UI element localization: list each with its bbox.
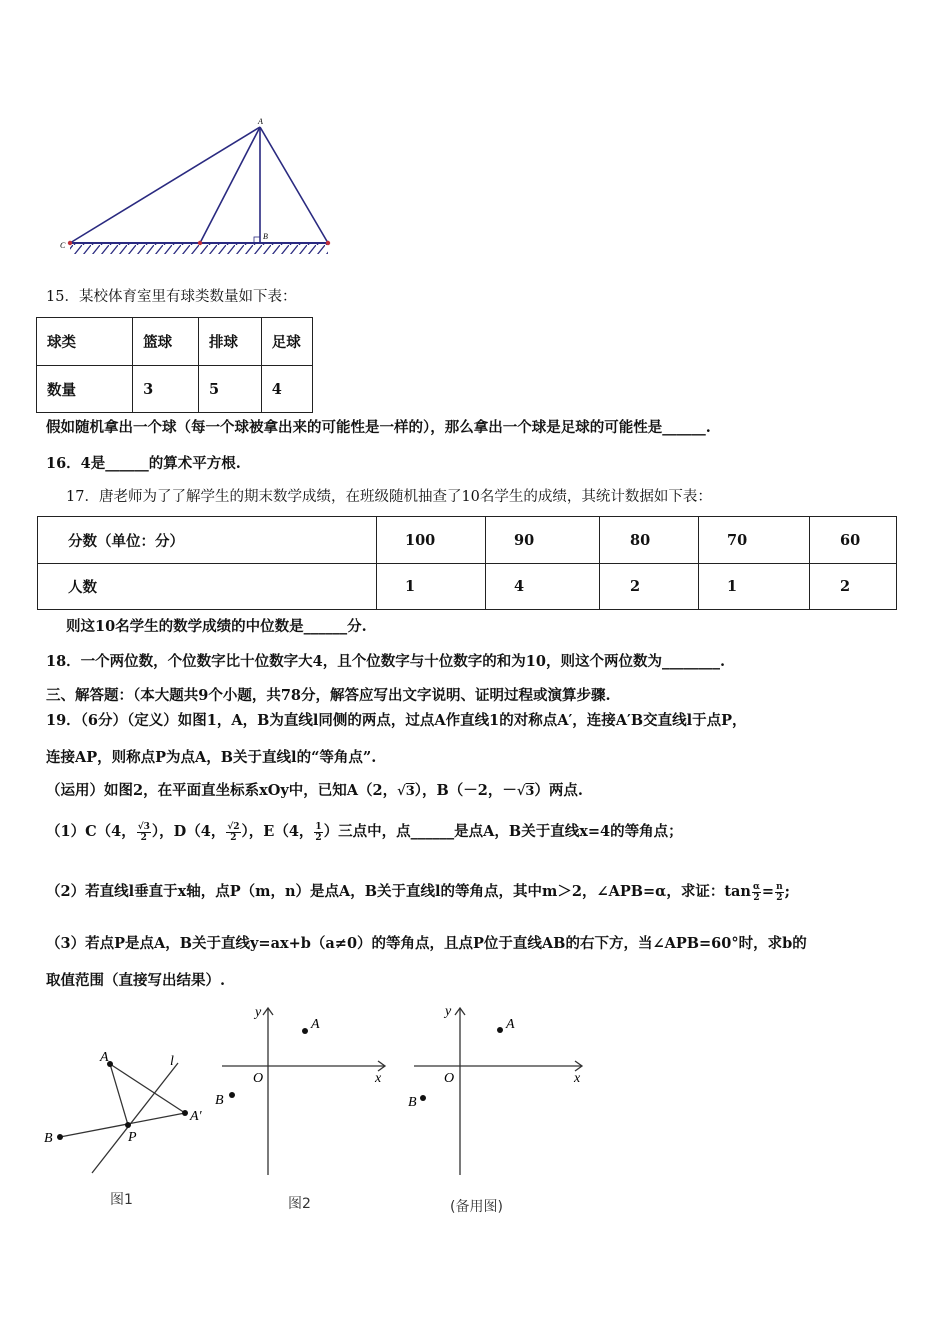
figure-1 bbox=[40, 1045, 215, 1185]
q19-part1 bbox=[46, 820, 683, 843]
text-span: （2）若直线l垂直于x轴，点P（m，n）是点A，B关于直线l的等角点，其中m＞2，∠APB=α，求证：tan bbox=[46, 883, 751, 900]
fraction-c: $\frac{√3}{2}$ bbox=[137, 821, 150, 843]
fraction-n: $\frac{n}{2}$ bbox=[776, 881, 783, 903]
text-span: ），E（4， bbox=[241, 823, 314, 840]
table-row bbox=[37, 318, 313, 366]
segment-ap bbox=[110, 1064, 128, 1125]
table-cell: 足球 bbox=[261, 318, 312, 366]
label-a: A bbox=[258, 117, 263, 126]
point-mid bbox=[198, 241, 202, 245]
label-p: P bbox=[128, 1130, 137, 1145]
label-a: A bbox=[311, 1017, 320, 1032]
point-p bbox=[125, 1122, 131, 1128]
table-cell: 数量 bbox=[37, 366, 133, 413]
table-cell: 90 bbox=[486, 517, 600, 564]
point-b bbox=[229, 1092, 235, 1098]
table-cell: 分数（单位：分） bbox=[38, 517, 377, 564]
label-c: C bbox=[60, 241, 66, 250]
figure-3-caption: (备用图) bbox=[450, 1199, 503, 1215]
fraction-e: $\frac{1}{2}$ bbox=[315, 821, 322, 843]
triangle-figure bbox=[55, 115, 345, 255]
label-x: x bbox=[574, 1071, 581, 1086]
fraction-d: $\frac{√2}{2}$ bbox=[227, 821, 240, 843]
table-row bbox=[38, 517, 897, 564]
segment-a-aprime bbox=[110, 1064, 185, 1113]
label-o: O bbox=[444, 1071, 455, 1086]
table-cell: 人数 bbox=[38, 564, 377, 610]
label-l: l bbox=[170, 1054, 174, 1069]
text-span: = bbox=[761, 883, 775, 900]
table-cell: 2 bbox=[810, 564, 897, 610]
label-y: y bbox=[445, 1004, 452, 1019]
q17-question: 则这10名学生的数学成绩的中位数是______分. bbox=[66, 618, 367, 635]
label-b: B bbox=[215, 1093, 224, 1108]
point-a bbox=[497, 1027, 503, 1033]
label-x: x bbox=[375, 1071, 382, 1086]
point-a bbox=[302, 1028, 308, 1034]
text-span: ; bbox=[784, 883, 790, 900]
q19-part2 bbox=[46, 880, 790, 903]
figure-1-caption: 图1 bbox=[110, 1192, 133, 1208]
q19-part3-line2: 取值范围（直接写出结果）. bbox=[46, 972, 226, 989]
q19-apply-part3: ）两点. bbox=[534, 782, 583, 799]
table-cell: 80 bbox=[600, 517, 699, 564]
label-o: O bbox=[253, 1071, 264, 1086]
table-cell: 100 bbox=[377, 517, 486, 564]
q19-part3-line1: （3）若点P是点A，B关于直线y=ax+b（a≠0）的等角点，且点P位于直线AB的右下方，当∠APB=60°时，求b的 bbox=[46, 935, 807, 952]
figure-2-caption: 图2 bbox=[288, 1196, 311, 1212]
figure-3 bbox=[400, 1000, 590, 1180]
label-y: y bbox=[255, 1005, 262, 1020]
table-cell: 2 bbox=[600, 564, 699, 610]
label-a: A bbox=[100, 1050, 109, 1065]
table-cell: 70 bbox=[699, 517, 810, 564]
segment-a-right bbox=[260, 127, 328, 243]
point-a-prime bbox=[182, 1110, 188, 1116]
q17-prompt: 17．唐老师为了了解学生的期末数学成绩，在班级随机抽查了10名学生的成绩，其统计数据如下表： bbox=[66, 489, 712, 505]
label-b: B bbox=[408, 1095, 417, 1110]
point-b bbox=[420, 1095, 426, 1101]
sqrt-3: √3 bbox=[397, 784, 415, 799]
q15-question: 假如随机拿出一个球（每一个球被拿出来的可能性是一样的），那么拿出一个球是足球的可能性是______. bbox=[46, 419, 711, 436]
point-right bbox=[326, 241, 330, 245]
table-cell: 1 bbox=[377, 564, 486, 610]
table-cell: 3 bbox=[133, 366, 199, 413]
section3-heading: 三、解答题：（本大题共9个小题，共78分，解答应写出文字说明、证明过程或演算步骤. bbox=[46, 687, 611, 704]
table-cell: 排球 bbox=[199, 318, 262, 366]
table-row bbox=[37, 366, 313, 413]
q16-text: 16．4是______的算术平方根. bbox=[46, 455, 241, 472]
text-span: ），D（4， bbox=[151, 823, 226, 840]
sqrt-3: √3 bbox=[516, 784, 535, 799]
line-l bbox=[92, 1063, 178, 1173]
q18-text: 18．一个两位数，个位数字比十位数字大4，且个位数字与十位数字的和为10，则这个两位数为________. bbox=[46, 653, 725, 670]
q19-line1: 19．（6分）（定义）如图1，A，B为直线l同侧的两点，过点A作直线1的对称点A′，连接A′B交直线l于点P， bbox=[46, 712, 747, 729]
label-a-prime: A′ bbox=[190, 1109, 202, 1124]
text-span: ）三点中，点______是点A，B关于直线x=4的等角点； bbox=[323, 823, 683, 840]
table-cell: 4 bbox=[261, 366, 312, 413]
q15-prompt: 15．某校体育室里有球类数量如下表： bbox=[46, 289, 297, 305]
segment-ca bbox=[70, 127, 260, 243]
table-cell: 篮球 bbox=[133, 318, 199, 366]
fraction-alpha: $\frac{\alpha}{2}$ bbox=[752, 881, 760, 903]
table-cell: 5 bbox=[199, 366, 262, 413]
table-cell: 60 bbox=[810, 517, 897, 564]
label-b: B bbox=[44, 1131, 53, 1146]
table-cell: 1 bbox=[699, 564, 810, 610]
q19-line2: 连接AP，则称点P为点A，B关于直线l的“等角点”. bbox=[46, 749, 377, 766]
table-row bbox=[38, 564, 897, 610]
figure-2 bbox=[205, 1000, 395, 1180]
q19-apply-part1: （运用）如图2，在平面直坐标系xOy中，已知A（2， bbox=[46, 782, 398, 799]
label-a: A bbox=[506, 1017, 515, 1032]
table-cell: 球类 bbox=[37, 318, 133, 366]
point-c bbox=[68, 241, 72, 245]
label-b: B bbox=[263, 232, 268, 241]
point-b bbox=[57, 1134, 63, 1140]
q17-table bbox=[37, 516, 897, 610]
q15-table bbox=[36, 317, 313, 413]
table-cell: 4 bbox=[486, 564, 600, 610]
q19-apply-part2: ），B（－2，－ bbox=[414, 782, 517, 799]
q19-apply bbox=[46, 779, 583, 800]
text-span: （1）C（4， bbox=[46, 823, 136, 840]
